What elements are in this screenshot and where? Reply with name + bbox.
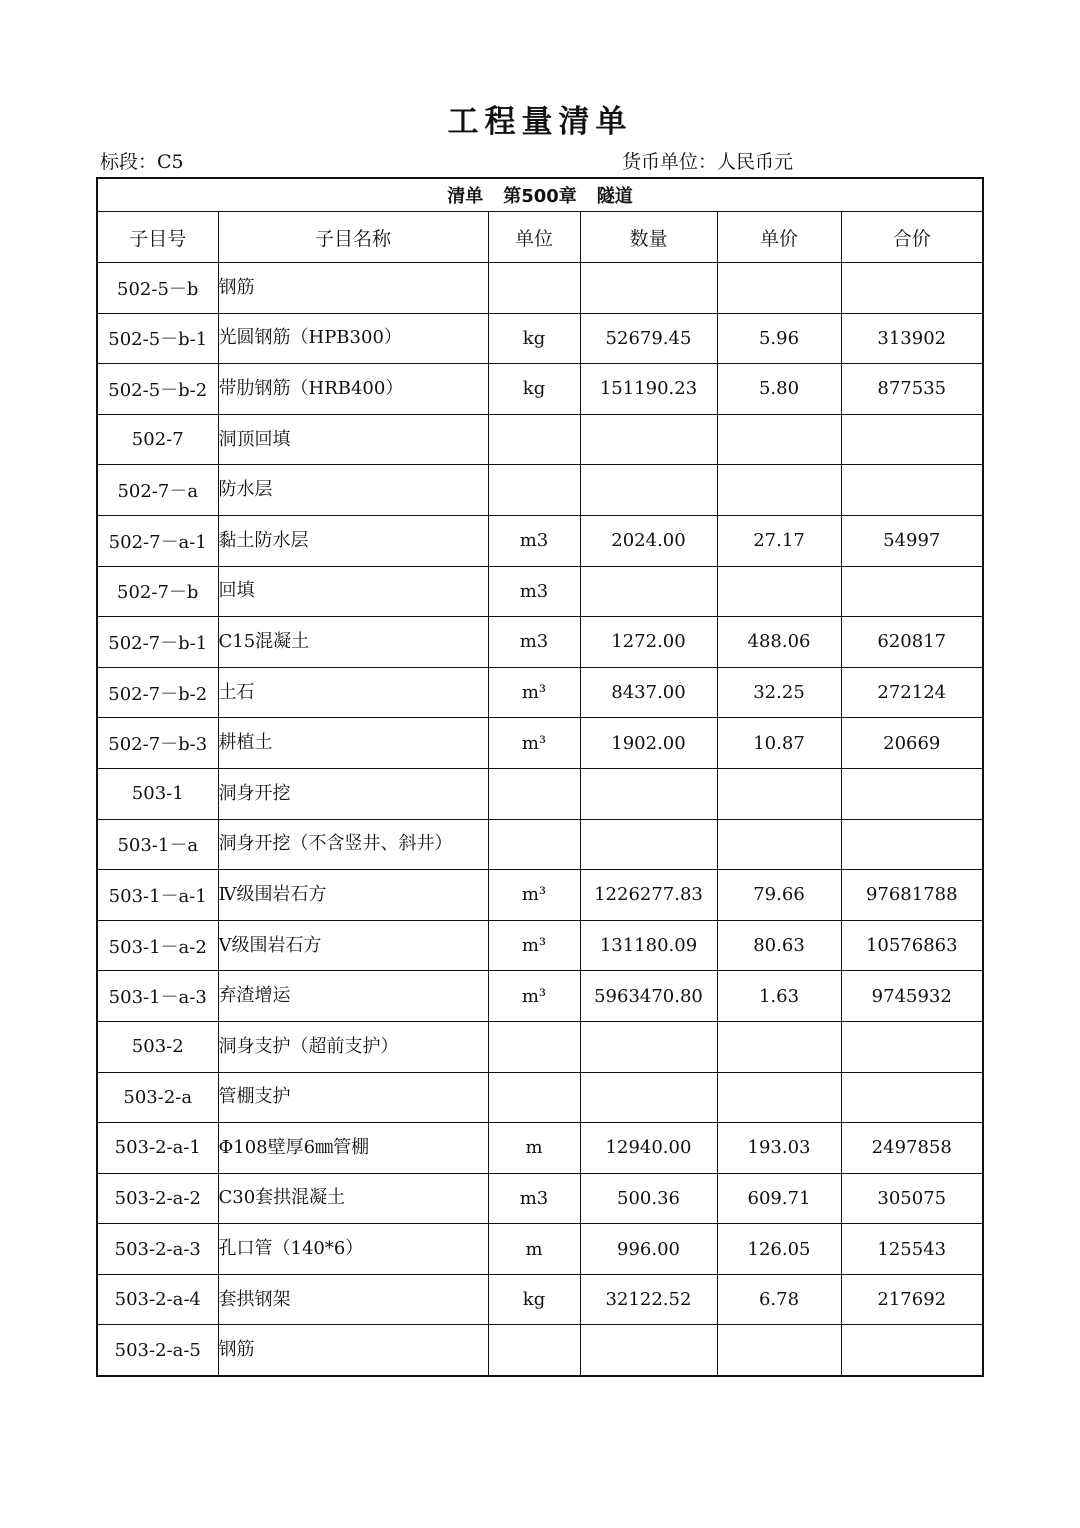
row-code: 503-2-a-2 bbox=[97, 1173, 218, 1224]
row-total: 125543 bbox=[841, 1224, 983, 1275]
row-qty: 1226277.83 bbox=[580, 870, 717, 921]
row-price: 488.06 bbox=[717, 617, 841, 668]
header-unit: 单位 bbox=[488, 212, 580, 263]
row-total: 313902 bbox=[841, 313, 983, 364]
row-price: 609.71 bbox=[717, 1173, 841, 1224]
row-price: 79.66 bbox=[717, 870, 841, 921]
row-unit: m3 bbox=[488, 515, 580, 566]
row-qty bbox=[580, 465, 717, 516]
row-total: 10576863 bbox=[841, 920, 983, 971]
table-row bbox=[97, 1224, 983, 1275]
row-qty bbox=[580, 263, 717, 314]
row-name: 土石 bbox=[218, 667, 488, 718]
table-row bbox=[97, 566, 983, 617]
row-name: Φ108壁厚6㎜管棚 bbox=[218, 1123, 488, 1174]
table-row bbox=[97, 819, 983, 870]
row-price bbox=[717, 1325, 841, 1376]
table-row bbox=[97, 768, 983, 819]
row-qty: 8437.00 bbox=[580, 667, 717, 718]
row-code: 503-2-a-1 bbox=[97, 1123, 218, 1174]
header-name: 子目名称 bbox=[218, 212, 488, 263]
row-qty: 5963470.80 bbox=[580, 971, 717, 1022]
row-code: 502-7－b-1 bbox=[97, 617, 218, 668]
row-code: 502-7－b bbox=[97, 566, 218, 617]
row-code: 502-7－a bbox=[97, 465, 218, 516]
table-row bbox=[97, 1325, 983, 1376]
row-price bbox=[717, 465, 841, 516]
header-row bbox=[97, 212, 983, 263]
row-code: 502-7 bbox=[97, 414, 218, 465]
row-qty: 12940.00 bbox=[580, 1123, 717, 1174]
row-unit: m bbox=[488, 1123, 580, 1174]
document-title: 工程量清单 bbox=[447, 104, 633, 140]
row-price: 32.25 bbox=[717, 667, 841, 718]
row-qty: 1902.00 bbox=[580, 718, 717, 769]
row-qty: 2024.00 bbox=[580, 515, 717, 566]
table-row bbox=[97, 1123, 983, 1174]
row-name: 光圆钢筋（HPB300） bbox=[218, 313, 488, 364]
row-qty: 1272.00 bbox=[580, 617, 717, 668]
row-price: 5.96 bbox=[717, 313, 841, 364]
row-code: 502-5－b bbox=[97, 263, 218, 314]
row-name: 耕植土 bbox=[218, 718, 488, 769]
chapter-heading bbox=[97, 178, 983, 212]
row-name: 洞顶回填 bbox=[218, 414, 488, 465]
row-price bbox=[717, 768, 841, 819]
row-price: 126.05 bbox=[717, 1224, 841, 1275]
row-total bbox=[841, 1021, 983, 1072]
row-qty: 151190.23 bbox=[580, 364, 717, 415]
row-name: 钢筋 bbox=[218, 1325, 488, 1376]
table-row bbox=[97, 1274, 983, 1325]
row-code: 503-1－a bbox=[97, 819, 218, 870]
row-qty bbox=[580, 414, 717, 465]
table-row bbox=[97, 971, 983, 1022]
row-unit bbox=[488, 465, 580, 516]
row-unit bbox=[488, 1072, 580, 1123]
row-qty bbox=[580, 566, 717, 617]
table-row bbox=[97, 364, 983, 415]
section-label: 标段：C5 bbox=[100, 151, 184, 173]
row-unit bbox=[488, 768, 580, 819]
row-code: 502-5－b-1 bbox=[97, 313, 218, 364]
row-total bbox=[841, 1072, 983, 1123]
row-total bbox=[841, 465, 983, 516]
row-price: 6.78 bbox=[717, 1274, 841, 1325]
row-total: 20669 bbox=[841, 718, 983, 769]
row-code: 503-2-a-5 bbox=[97, 1325, 218, 1376]
row-unit bbox=[488, 819, 580, 870]
row-name: 洞身开挖（不含竖井、斜井） bbox=[218, 819, 488, 870]
chapter-name: 隧道 bbox=[596, 186, 633, 207]
table-row bbox=[97, 313, 983, 364]
chapter-prefix: 清单 bbox=[447, 186, 484, 207]
row-qty bbox=[580, 1072, 717, 1123]
bill-of-quantities-table bbox=[96, 177, 984, 1377]
table-row bbox=[97, 263, 983, 314]
row-name: 洞身开挖 bbox=[218, 768, 488, 819]
table-row bbox=[97, 617, 983, 668]
row-code: 503-1 bbox=[97, 768, 218, 819]
row-name: 管棚支护 bbox=[218, 1072, 488, 1123]
row-unit: m3 bbox=[488, 566, 580, 617]
row-total: 305075 bbox=[841, 1173, 983, 1224]
row-unit bbox=[488, 263, 580, 314]
table-row bbox=[97, 920, 983, 971]
row-price bbox=[717, 1072, 841, 1123]
row-unit: m³ bbox=[488, 718, 580, 769]
currency-label: 货币单位：人民币元 bbox=[622, 151, 794, 173]
row-unit: m3 bbox=[488, 1173, 580, 1224]
row-qty bbox=[580, 1021, 717, 1072]
row-price: 27.17 bbox=[717, 515, 841, 566]
row-total bbox=[841, 414, 983, 465]
row-name: 孔口管（140*6） bbox=[218, 1224, 488, 1275]
row-total: 9745932 bbox=[841, 971, 983, 1022]
row-code: 502-7－a-1 bbox=[97, 515, 218, 566]
table-row bbox=[97, 870, 983, 921]
row-code: 503-2 bbox=[97, 1021, 218, 1072]
row-name: C30套拱混凝土 bbox=[218, 1173, 488, 1224]
chapter-number: 第500章 bbox=[503, 186, 577, 207]
header-price: 单价 bbox=[717, 212, 841, 263]
row-total bbox=[841, 1325, 983, 1376]
row-price bbox=[717, 414, 841, 465]
row-total bbox=[841, 263, 983, 314]
header-total: 合价 bbox=[841, 212, 983, 263]
row-name: 弃渣增运 bbox=[218, 971, 488, 1022]
table-row bbox=[97, 465, 983, 516]
row-total: 54997 bbox=[841, 515, 983, 566]
row-name: 黏土防水层 bbox=[218, 515, 488, 566]
row-unit: m³ bbox=[488, 667, 580, 718]
row-price bbox=[717, 566, 841, 617]
row-code: 502-7－b-2 bbox=[97, 667, 218, 718]
row-total bbox=[841, 566, 983, 617]
row-unit: m³ bbox=[488, 870, 580, 921]
row-code: 502-7－b-3 bbox=[97, 718, 218, 769]
row-price bbox=[717, 819, 841, 870]
row-price: 1.63 bbox=[717, 971, 841, 1022]
row-name: 洞身支护（超前支护） bbox=[218, 1021, 488, 1072]
row-unit bbox=[488, 414, 580, 465]
row-unit bbox=[488, 1021, 580, 1072]
row-unit: m3 bbox=[488, 617, 580, 668]
row-name: Ⅳ级围岩石方 bbox=[218, 870, 488, 921]
row-code: 503-1－a-3 bbox=[97, 971, 218, 1022]
row-qty: 996.00 bbox=[580, 1224, 717, 1275]
row-code: 502-5－b-2 bbox=[97, 364, 218, 415]
table-row bbox=[97, 667, 983, 718]
row-unit bbox=[488, 1325, 580, 1376]
table-row bbox=[97, 1173, 983, 1224]
table-row bbox=[97, 515, 983, 566]
row-unit: kg bbox=[488, 313, 580, 364]
row-total bbox=[841, 819, 983, 870]
row-qty bbox=[580, 1325, 717, 1376]
row-price bbox=[717, 263, 841, 314]
table-row bbox=[97, 718, 983, 769]
row-name: Ⅴ级围岩石方 bbox=[218, 920, 488, 971]
row-unit: kg bbox=[488, 364, 580, 415]
row-qty: 52679.45 bbox=[580, 313, 717, 364]
row-total: 217692 bbox=[841, 1274, 983, 1325]
table-row bbox=[97, 1072, 983, 1123]
row-code: 503-2-a-4 bbox=[97, 1274, 218, 1325]
row-code: 503-1－a-2 bbox=[97, 920, 218, 971]
row-name: 钢筋 bbox=[218, 263, 488, 314]
row-code: 503-2-a-3 bbox=[97, 1224, 218, 1275]
row-qty bbox=[580, 819, 717, 870]
row-name: 防水层 bbox=[218, 465, 488, 516]
row-total: 877535 bbox=[841, 364, 983, 415]
row-unit: m³ bbox=[488, 971, 580, 1022]
row-price bbox=[717, 1021, 841, 1072]
row-price: 5.80 bbox=[717, 364, 841, 415]
row-price: 10.87 bbox=[717, 718, 841, 769]
row-name: C15混凝土 bbox=[218, 617, 488, 668]
row-unit: m bbox=[488, 1224, 580, 1275]
header-qty: 数量 bbox=[580, 212, 717, 263]
row-unit: m³ bbox=[488, 920, 580, 971]
row-code: 503-1－a-1 bbox=[97, 870, 218, 921]
row-unit: kg bbox=[488, 1274, 580, 1325]
header-code: 子目号 bbox=[97, 212, 218, 263]
table-row bbox=[97, 1021, 983, 1072]
row-name: 回填 bbox=[218, 566, 488, 617]
row-price: 193.03 bbox=[717, 1123, 841, 1174]
row-total: 97681788 bbox=[841, 870, 983, 921]
row-total: 2497858 bbox=[841, 1123, 983, 1174]
chapter-row bbox=[97, 178, 983, 212]
table-body bbox=[97, 263, 983, 1377]
row-total: 620817 bbox=[841, 617, 983, 668]
row-name: 带肋钢筋（HRB400） bbox=[218, 364, 488, 415]
row-name: 套拱钢架 bbox=[218, 1274, 488, 1325]
row-qty: 500.36 bbox=[580, 1173, 717, 1224]
row-total bbox=[841, 768, 983, 819]
row-code: 503-2-a bbox=[97, 1072, 218, 1123]
row-qty bbox=[580, 768, 717, 819]
row-qty: 32122.52 bbox=[580, 1274, 717, 1325]
row-total: 272124 bbox=[841, 667, 983, 718]
row-price: 80.63 bbox=[717, 920, 841, 971]
row-qty: 131180.09 bbox=[580, 920, 717, 971]
table-row bbox=[97, 414, 983, 465]
